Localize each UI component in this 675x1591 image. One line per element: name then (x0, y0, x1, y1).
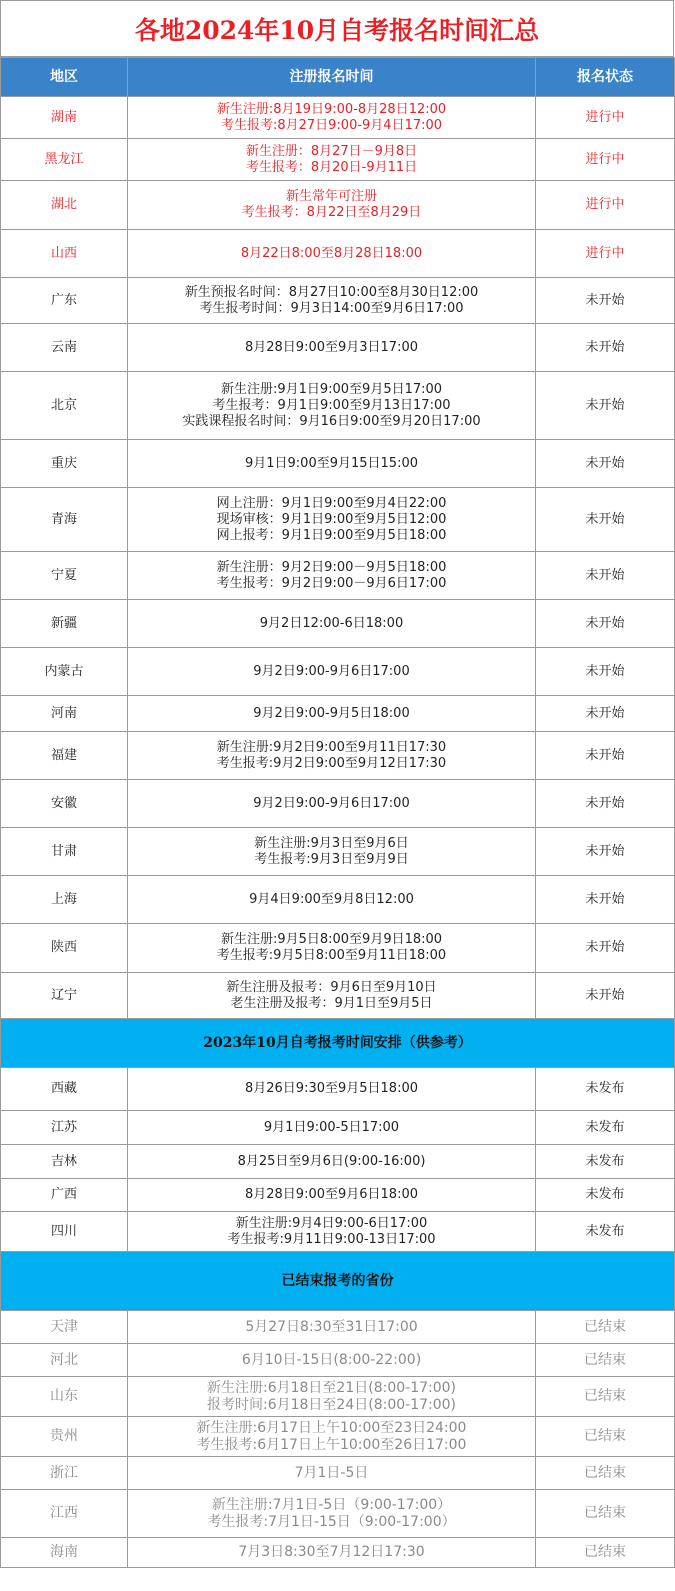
time-cell (128, 600, 536, 648)
table-row (1, 372, 675, 440)
table-row (1, 924, 675, 973)
time-line: 新生注册:9月3日至9月6日 (254, 835, 409, 851)
region-cell: 海南 (1, 1538, 128, 1568)
time-line: 新生注册：9月2日9:00－9月5日18:00 (216, 559, 447, 575)
time-line: 新生注册及报考：9月6日至9月10日 (226, 979, 437, 995)
status-cell: 已结束 (536, 1377, 675, 1417)
status-cell: 未发布 (536, 1145, 675, 1179)
time-line: 5月27日8:30至31日17:00 (245, 1318, 418, 1335)
status-cell: 未开始 (536, 648, 675, 696)
table-row (1, 828, 675, 876)
region-cell: 北京 (1, 372, 128, 440)
time-cell (128, 648, 536, 696)
table-row (1, 181, 675, 230)
time-cell (128, 552, 536, 600)
time-line: 9月2日12:00-6日18:00 (259, 615, 404, 631)
time-line: 新生注册:9月2日9:00至9月11日17:30 (216, 739, 447, 755)
header-row (1, 58, 675, 97)
time-line: 考生报考:6月17日上午10:00至26日17:00 (196, 1436, 467, 1453)
region-cell: 上海 (1, 876, 128, 924)
table-row (1, 230, 675, 278)
region-cell: 山东 (1, 1377, 128, 1417)
table-row (1, 552, 675, 600)
status-cell: 已结束 (536, 1490, 675, 1538)
time-line: 6月10日-15日(8:00-22:00) (241, 1351, 422, 1368)
table-row (1, 1111, 675, 1145)
time-line: 9月2日9:00-9月6日17:00 (253, 663, 410, 679)
time-cell (128, 1068, 536, 1111)
region-cell: 宁夏 (1, 552, 128, 600)
region-cell: 吉林 (1, 1145, 128, 1179)
table-row (1, 780, 675, 828)
section-banner (1, 1252, 675, 1311)
time-line: 8月25日至9月6日(9:00-16:00) (237, 1153, 426, 1169)
time-cell (128, 876, 536, 924)
time-line: 考生报考：9月2日9:00－9月6日17:00 (216, 575, 447, 591)
time-line: 报考时间:6月18日至24日(8:00-17:00) (206, 1396, 456, 1413)
table-row (1, 1457, 675, 1490)
table-row (1, 1179, 675, 1212)
status-cell: 未开始 (536, 552, 675, 600)
time-cell (128, 1538, 536, 1568)
time-line: 8月28日9:00至9月3日17:00 (244, 339, 418, 355)
time-line: 网上报考：9月1日9:00至9月5日18:00 (216, 527, 447, 543)
time-line: 8月28日9:00至9月6日18:00 (244, 1187, 418, 1202)
time-line: 8月22日8:00至8月28日18:00 (240, 245, 423, 261)
table-row (1, 1212, 675, 1252)
time-line: 7月1日-5日 (294, 1464, 369, 1481)
region-cell: 广西 (1, 1179, 128, 1212)
table-row (1, 648, 675, 696)
region-cell: 新疆 (1, 600, 128, 648)
time-cell (128, 1344, 536, 1377)
region-cell: 青海 (1, 488, 128, 552)
time-cell (128, 1377, 536, 1417)
region-cell: 甘肃 (1, 828, 128, 876)
table-row (1, 1068, 675, 1111)
status-cell: 未开始 (536, 924, 675, 973)
time-line: 网上注册：9月1日9:00至9月4日22:00 (216, 495, 447, 511)
region-cell: 天津 (1, 1311, 128, 1344)
time-cell (128, 924, 536, 973)
region-cell: 湖北 (1, 181, 128, 230)
region-cell: 浙江 (1, 1457, 128, 1490)
time-line: 新生注册:6月18日至21日(8:00-17:00) (206, 1379, 456, 1396)
time-line: 实践课程报名时间：9月16日9:00至9月20日17:00 (182, 413, 481, 429)
status-cell: 已结束 (536, 1538, 675, 1568)
status-cell: 未开始 (536, 876, 675, 924)
time-cell (128, 1179, 536, 1212)
time-cell (128, 1111, 536, 1145)
time-cell (128, 1311, 536, 1344)
table-row (1, 1538, 675, 1568)
section-banner (1, 1019, 675, 1068)
time-line: 9月4日9:00至9月8日12:00 (249, 891, 414, 907)
time-line: 现场审核：9月1日9:00至9月5日12:00 (216, 511, 447, 527)
time-cell (128, 324, 536, 372)
status-cell: 进行中 (536, 97, 675, 139)
time-line: 考生报考:9月11日9:00-13日17:00 (227, 1231, 436, 1247)
status-cell: 未开始 (536, 600, 675, 648)
time-line: 新生注册:9月4日9:00-6日17:00 (235, 1215, 428, 1231)
region-cell: 辽宁 (1, 973, 128, 1019)
time-line: 考生报考时间：9月3日14:00至9月6日17:00 (199, 300, 464, 316)
time-line: 新生注册:6月17日上午10:00至23日24:00 (196, 1419, 467, 1436)
region-cell: 黑龙江 (1, 139, 128, 181)
table-row (1, 1311, 675, 1344)
table-row (1, 973, 675, 1019)
status-cell: 未开始 (536, 732, 675, 780)
time-line: 9月2日9:00-9月6日17:00 (253, 795, 410, 811)
time-line: 新生注册:7月1日-5日（9:00-17:00） (211, 1496, 452, 1513)
status-cell: 已结束 (536, 1344, 675, 1377)
time-line: 9月2日9:00-9月5日18:00 (253, 705, 410, 721)
region-cell: 广东 (1, 278, 128, 324)
region-cell: 云南 (1, 324, 128, 372)
status-cell: 未发布 (536, 1111, 675, 1145)
time-line: 新生常年可注册 (285, 189, 377, 204)
table-row (1, 600, 675, 648)
time-cell (128, 1145, 536, 1179)
time-cell (128, 278, 536, 324)
time-cell (128, 1212, 536, 1252)
table-row (1, 97, 675, 139)
time-line: 新生预报名时间：8月27日10:00至8月30日12:00 (184, 284, 479, 300)
time-cell (128, 372, 536, 440)
status-cell: 已结束 (536, 1457, 675, 1490)
region-cell: 四川 (1, 1212, 128, 1252)
table-row (1, 440, 675, 488)
table-row (1, 876, 675, 924)
time-cell (128, 1490, 536, 1538)
time-line: 8月26日9:30至9月5日18:00 (244, 1081, 418, 1096)
status-cell: 未开始 (536, 278, 675, 324)
time-cell (128, 696, 536, 732)
region-cell: 江苏 (1, 1111, 128, 1145)
time-cell (128, 1417, 536, 1457)
header-status: 报名状态 (536, 58, 675, 97)
region-cell: 西藏 (1, 1068, 128, 1111)
time-line: 新生注册:9月5日8:00至9月9日18:00 (220, 932, 443, 947)
region-cell: 福建 (1, 732, 128, 780)
status-cell: 未开始 (536, 973, 675, 1019)
region-cell: 贵州 (1, 1417, 128, 1457)
time-line: 考生报考:9月5日8:00至9月11日18:00 (216, 948, 447, 963)
time-cell (128, 1457, 536, 1490)
schedule-table (0, 57, 675, 1568)
region-cell: 重庆 (1, 440, 128, 488)
time-line: 考生报考:9月2日9:00至9月12日17:30 (216, 755, 447, 771)
time-cell (128, 732, 536, 780)
status-cell: 未开始 (536, 828, 675, 876)
time-cell (128, 828, 536, 876)
table-row (1, 1377, 675, 1417)
region-cell: 山西 (1, 230, 128, 278)
status-cell: 未开始 (536, 488, 675, 552)
time-line: 考生报考：9月1日9:00至9月13日17:00 (212, 397, 451, 413)
time-cell (128, 973, 536, 1019)
time-line: 考生报考：8月20日-9月11日 (245, 159, 418, 175)
time-cell (128, 97, 536, 139)
region-cell: 内蒙古 (1, 648, 128, 696)
table-row (1, 488, 675, 552)
status-cell: 未发布 (536, 1179, 675, 1212)
status-cell: 未开始 (536, 372, 675, 440)
time-line: 7月3日8:30至7月12日17:30 (238, 1544, 425, 1560)
status-cell: 未开始 (536, 440, 675, 488)
status-cell: 已结束 (536, 1417, 675, 1457)
table-row (1, 1490, 675, 1538)
time-line: 老生注册及报考：9月1日至9月5日 (230, 995, 433, 1011)
region-cell: 陕西 (1, 924, 128, 973)
table-row (1, 278, 675, 324)
table-row (1, 1344, 675, 1377)
status-cell: 进行中 (536, 181, 675, 230)
time-line: 考生报考:9月3日至9月9日 (254, 851, 409, 867)
time-cell (128, 230, 536, 278)
time-cell (128, 780, 536, 828)
region-cell: 河南 (1, 696, 128, 732)
time-cell (128, 488, 536, 552)
header-time: 注册报名时间 (128, 58, 536, 97)
time-cell (128, 139, 536, 181)
region-cell: 安徽 (1, 780, 128, 828)
time-line: 新生注册：8月27日－9月8日 (245, 143, 418, 159)
status-cell: 已结束 (536, 1311, 675, 1344)
page-title: 各地2024年10月自考报名时间汇总 (0, 0, 674, 57)
header-region: 地区 (1, 58, 128, 97)
status-cell: 未发布 (536, 1212, 675, 1252)
region-cell: 湖南 (1, 97, 128, 139)
time-line: 9月1日9:00至9月15日15:00 (244, 455, 418, 471)
table-row (1, 1417, 675, 1457)
table-row (1, 732, 675, 780)
time-cell (128, 181, 536, 230)
table-row (1, 139, 675, 181)
time-line: 考生报考:8月27日9:00-9月4日17:00 (220, 117, 443, 133)
status-cell: 进行中 (536, 139, 675, 181)
region-cell: 河北 (1, 1344, 128, 1377)
region-cell: 江西 (1, 1490, 128, 1538)
time-line: 考生报考:7月1日-15日（9:00-17:00） (207, 1513, 456, 1530)
time-line: 考生报考：8月22日至8月29日 (241, 205, 422, 220)
section-banner-label: 已结束报考的省份 (1, 1252, 675, 1311)
time-line: 新生注册:8月19日9:00-8月28日12:00 (216, 101, 447, 117)
status-cell: 未开始 (536, 780, 675, 828)
status-cell: 进行中 (536, 230, 675, 278)
section-banner-label: 2023年10月自考报考时间安排（供参考） (1, 1019, 675, 1068)
time-line: 9月1日9:00-5日17:00 (263, 1119, 400, 1135)
status-cell: 未开始 (536, 324, 675, 372)
status-cell: 未开始 (536, 696, 675, 732)
table-row (1, 1145, 675, 1179)
status-cell: 未发布 (536, 1068, 675, 1111)
time-cell (128, 440, 536, 488)
table-row (1, 324, 675, 372)
schedule-body (1, 97, 675, 1568)
table-row (1, 696, 675, 732)
time-line: 新生注册:9月1日9:00至9月5日17:00 (220, 381, 443, 397)
